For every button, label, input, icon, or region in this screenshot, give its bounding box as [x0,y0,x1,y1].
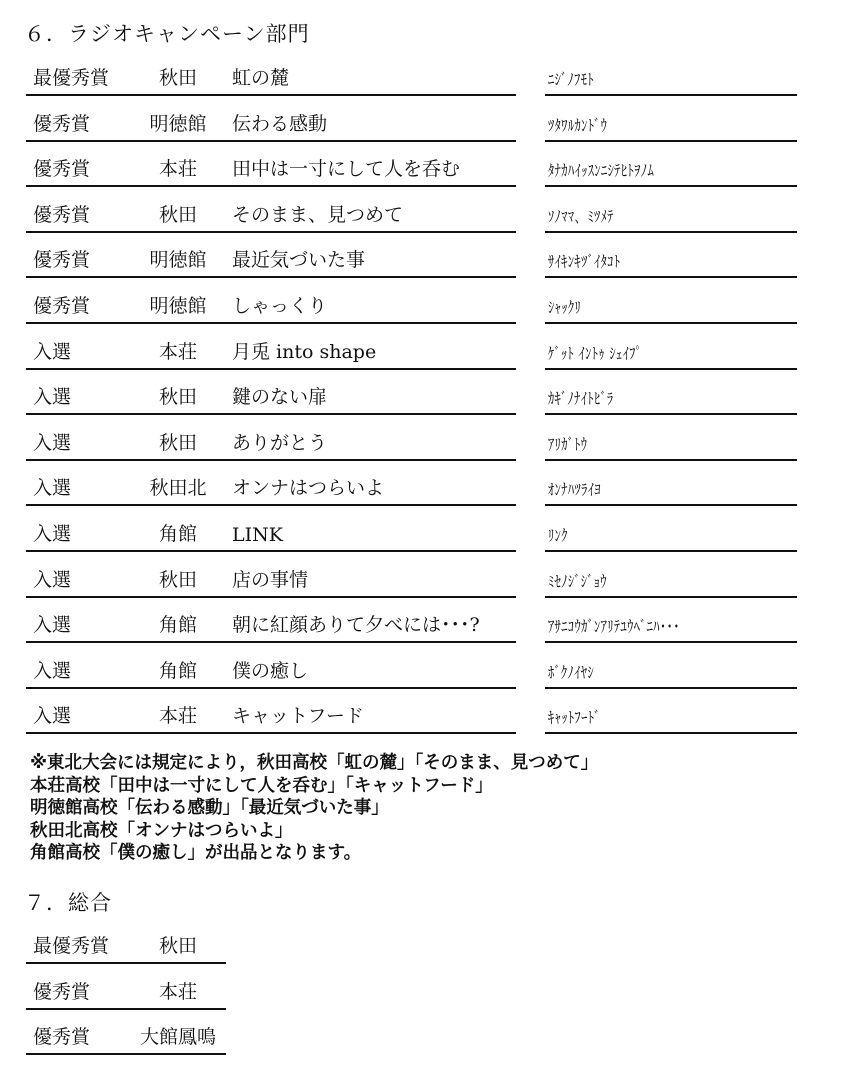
result-row [0,244,852,278]
work-title: 僕の癒し [232,659,309,682]
award-label: 最優秀賞 [33,935,110,957]
title-reading: ｶｷﾞﾉﾅｲﾄﾋﾞﾗ [548,389,614,409]
note-line: 明徳館高校「伝わる感動」「最近気づいた事」 [30,798,389,818]
school-name: 秋田 [158,203,197,226]
school-name: 大館鳳鳴 [140,1026,217,1048]
school-name: 秋田 [158,67,197,89]
work-title: 伝わる感動 [232,112,328,135]
work-title: 月兎 into shape [232,340,377,363]
title-reading: ﾘﾝｸ [548,526,568,545]
title-reading: ｷｬｯﾄﾌｰﾄﾞ [548,708,601,728]
underline [26,368,516,370]
section-6-title: ６．ラジオキャンペーン部門 [24,22,310,46]
work-title: 虹の麓 [232,67,290,89]
tohoku-entry-note [30,752,598,865]
award-label: 入選 [33,705,72,728]
school-name: 明徳館 [149,112,207,135]
underline [26,504,516,506]
award-label: 入選 [33,659,72,682]
underline [26,140,516,142]
award-label: 優秀賞 [33,249,91,272]
title-reading: ｱｻﾆｺｳｶﾞﾝｱﾘﾃﾕｳﾍﾞﾆﾊ･･･ [548,617,680,637]
result-row [0,427,852,461]
award-label: 優秀賞 [33,295,91,317]
underline [26,641,516,643]
title-reading: ﾀﾅｶﾊｲｯｽﾝﾆｼﾃﾋﾄｦﾉﾑ [548,161,655,181]
work-title: オンナはつらいよ [232,477,385,500]
underline [26,1008,226,1010]
underline [26,322,516,324]
award-label: 入選 [33,386,72,409]
award-label: 最優秀賞 [33,67,110,89]
underline [545,459,797,461]
school-name: 秋田 [158,386,197,409]
school-name: 秋田 [158,431,197,454]
overall-row [0,930,852,964]
work-title: そのまま、見つめて [232,203,404,226]
result-row [0,655,852,689]
underline [26,687,516,689]
overall-row [0,1021,852,1055]
school-name: 角館 [158,614,197,637]
underline [545,185,797,187]
underline [26,276,516,278]
award-label: 優秀賞 [33,1026,91,1048]
underline [545,596,797,598]
underline [545,94,797,96]
award-label: 優秀賞 [33,203,91,226]
note-line: 本荘高校「田中は一寸にして人を呑む」「キャットフード」 [30,775,493,796]
work-title: 最近気づいた事 [232,249,366,272]
school-name: 明徳館 [149,249,207,272]
result-row [0,153,852,187]
award-label: 入選 [33,523,72,545]
result-row [0,700,852,734]
school-name: 秋田 [158,935,197,957]
title-reading: ｵﾝﾅﾊﾂﾗｲﾖ [548,480,602,500]
title-reading: ｻｲｷﾝｷﾂﾞｲﾀｺﾄ [548,252,621,272]
underline [26,459,516,461]
underline [545,550,797,552]
title-reading: ﾂﾀﾜﾙｶﾝﾄﾞｳ [548,115,608,135]
work-title: 田中は一寸にして人を呑む [232,158,461,181]
work-title: 朝に紅顔ありて夕べには･･･? [232,614,480,637]
award-label: 入選 [33,568,72,591]
title-reading: ｿﾉﾏﾏ、ﾐﾂﾒﾃ [548,206,614,226]
section-7-title: ７．総合 [24,891,112,915]
underline [26,1053,226,1055]
underline [26,231,516,233]
work-title: 鍵のない扉 [232,386,328,409]
underline [26,185,516,187]
award-label: 入選 [33,340,72,363]
note-line: 秋田北高校「オンナはつらいよ」 [30,820,293,841]
award-label: 入選 [33,477,72,500]
award-label: 入選 [33,614,72,637]
work-title: 店の事情 [232,568,309,591]
award-label: 入選 [33,431,72,454]
work-title: キャットフード [232,705,364,728]
underline [545,322,797,324]
title-reading: ﾎﾞｸﾉｲﾔｼ [548,662,595,682]
title-reading: ｱﾘｶﾞﾄｳ [548,434,588,454]
underline [26,94,516,96]
underline [545,641,797,643]
underline [545,687,797,689]
title-reading: ｼｬｯｸﾘ [548,298,582,317]
result-row [0,199,852,233]
work-title: ありがとう [232,431,328,454]
title-reading: ｹﾞｯﾄ ｲﾝﾄｩ ｼｪｲﾌﾟ [548,343,643,363]
underline [545,413,797,415]
school-name: 本荘 [158,980,197,1003]
work-title: しゃっくり [232,295,328,317]
underline [545,504,797,506]
underline [545,140,797,142]
result-row [0,472,852,506]
school-name: 本荘 [158,705,197,728]
result-row [0,290,852,324]
note-line: ※東北大会には規定により，秋田高校「虹の麓」「そのまま、見つめて」 [30,753,599,773]
result-row [0,381,852,415]
title-reading: ﾐｾﾉｼﾞｼﾞｮｳ [548,571,607,591]
work-title: LINK [232,524,283,546]
school-name: 明徳館 [149,295,207,317]
school-name: 角館 [158,523,197,545]
school-name: 秋田 [158,568,197,591]
underline [545,276,797,278]
school-name: 秋田北 [149,477,207,500]
underline [26,732,516,734]
result-row [0,62,852,96]
award-label: 優秀賞 [33,980,91,1003]
school-name: 角館 [158,659,197,682]
underline [545,732,797,734]
underline [545,231,797,233]
award-label: 優秀賞 [33,158,91,181]
underline [545,368,797,370]
underline [26,596,516,598]
award-label: 優秀賞 [33,112,91,135]
result-row [0,108,852,142]
result-row [0,609,852,643]
result-row [0,336,852,370]
result-row [0,518,852,552]
school-name: 本荘 [158,158,197,181]
underline [26,550,516,552]
underline [26,962,226,964]
title-reading: ﾆｼﾞﾉﾌﾓﾄ [548,70,595,89]
note-line: 角館高校「僕の癒し」が出品となります。 [30,843,362,863]
school-name: 本荘 [158,340,197,363]
underline [26,413,516,415]
overall-row [0,976,852,1010]
result-row [0,564,852,598]
